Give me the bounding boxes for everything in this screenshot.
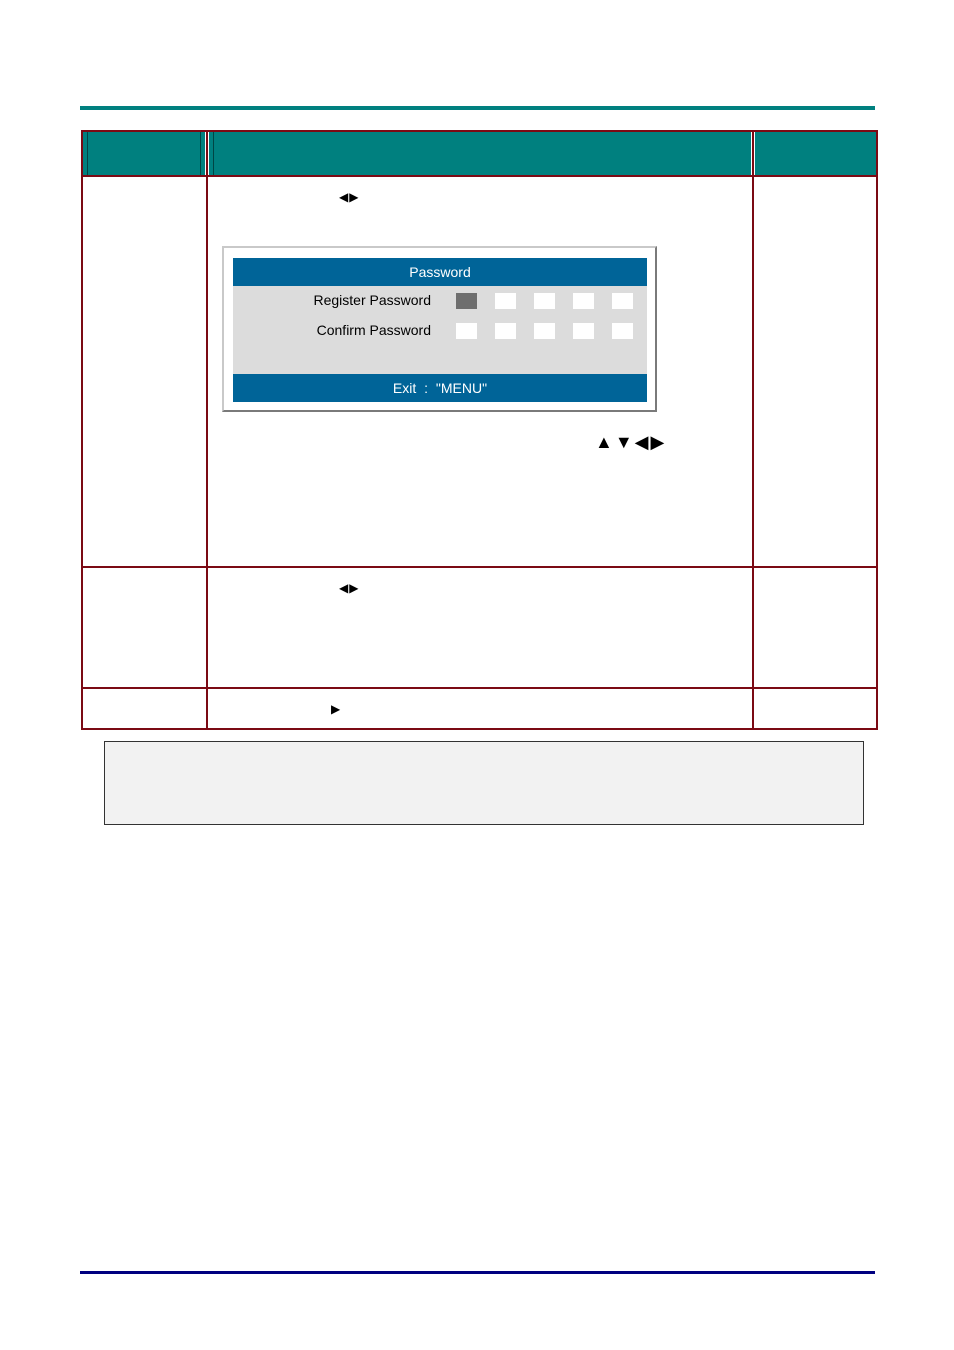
left-right-arrow-icon: ◀▶ [339, 581, 360, 595]
password-digit-box[interactable] [495, 293, 516, 309]
password-dialog-title: Password [233, 258, 647, 286]
row-divider [83, 175, 876, 177]
confirm-password-label: Confirm Password [316, 322, 431, 338]
password-digit-box[interactable] [612, 293, 633, 309]
register-password-field[interactable] [456, 293, 633, 309]
navigation-arrows-icon: ▲▼◀▶ [595, 432, 667, 452]
password-digit-box[interactable] [573, 293, 594, 309]
row-divider [83, 566, 876, 568]
header-divider [87, 132, 88, 175]
right-arrow-icon: ▶ [331, 702, 342, 716]
row-divider [83, 687, 876, 689]
password-digit-box[interactable] [456, 293, 477, 309]
password-digit-box[interactable] [612, 323, 633, 339]
header-rule [80, 106, 875, 110]
confirm-password-field[interactable] [456, 323, 633, 339]
password-digit-box[interactable] [534, 293, 555, 309]
header-divider [200, 132, 201, 175]
settings-table [81, 130, 878, 730]
password-digit-box[interactable] [456, 323, 477, 339]
column-divider [752, 132, 754, 728]
password-digit-box[interactable] [495, 323, 516, 339]
left-right-arrow-icon: ◀▶ [339, 190, 360, 204]
note-box [104, 741, 864, 825]
password-dialog-exit-hint: Exit : "MENU" [233, 374, 647, 402]
table-header-default [755, 132, 876, 175]
password-digit-box[interactable] [534, 323, 555, 339]
table-header-description [209, 132, 751, 175]
column-divider [206, 132, 208, 728]
register-password-label: Register Password [313, 292, 431, 308]
table-header-item [83, 132, 205, 175]
header-divider [213, 132, 214, 175]
password-dialog [233, 258, 647, 402]
password-dialog-screenshot [222, 246, 657, 412]
password-digit-box[interactable] [573, 323, 594, 339]
footer-rule [80, 1271, 875, 1274]
